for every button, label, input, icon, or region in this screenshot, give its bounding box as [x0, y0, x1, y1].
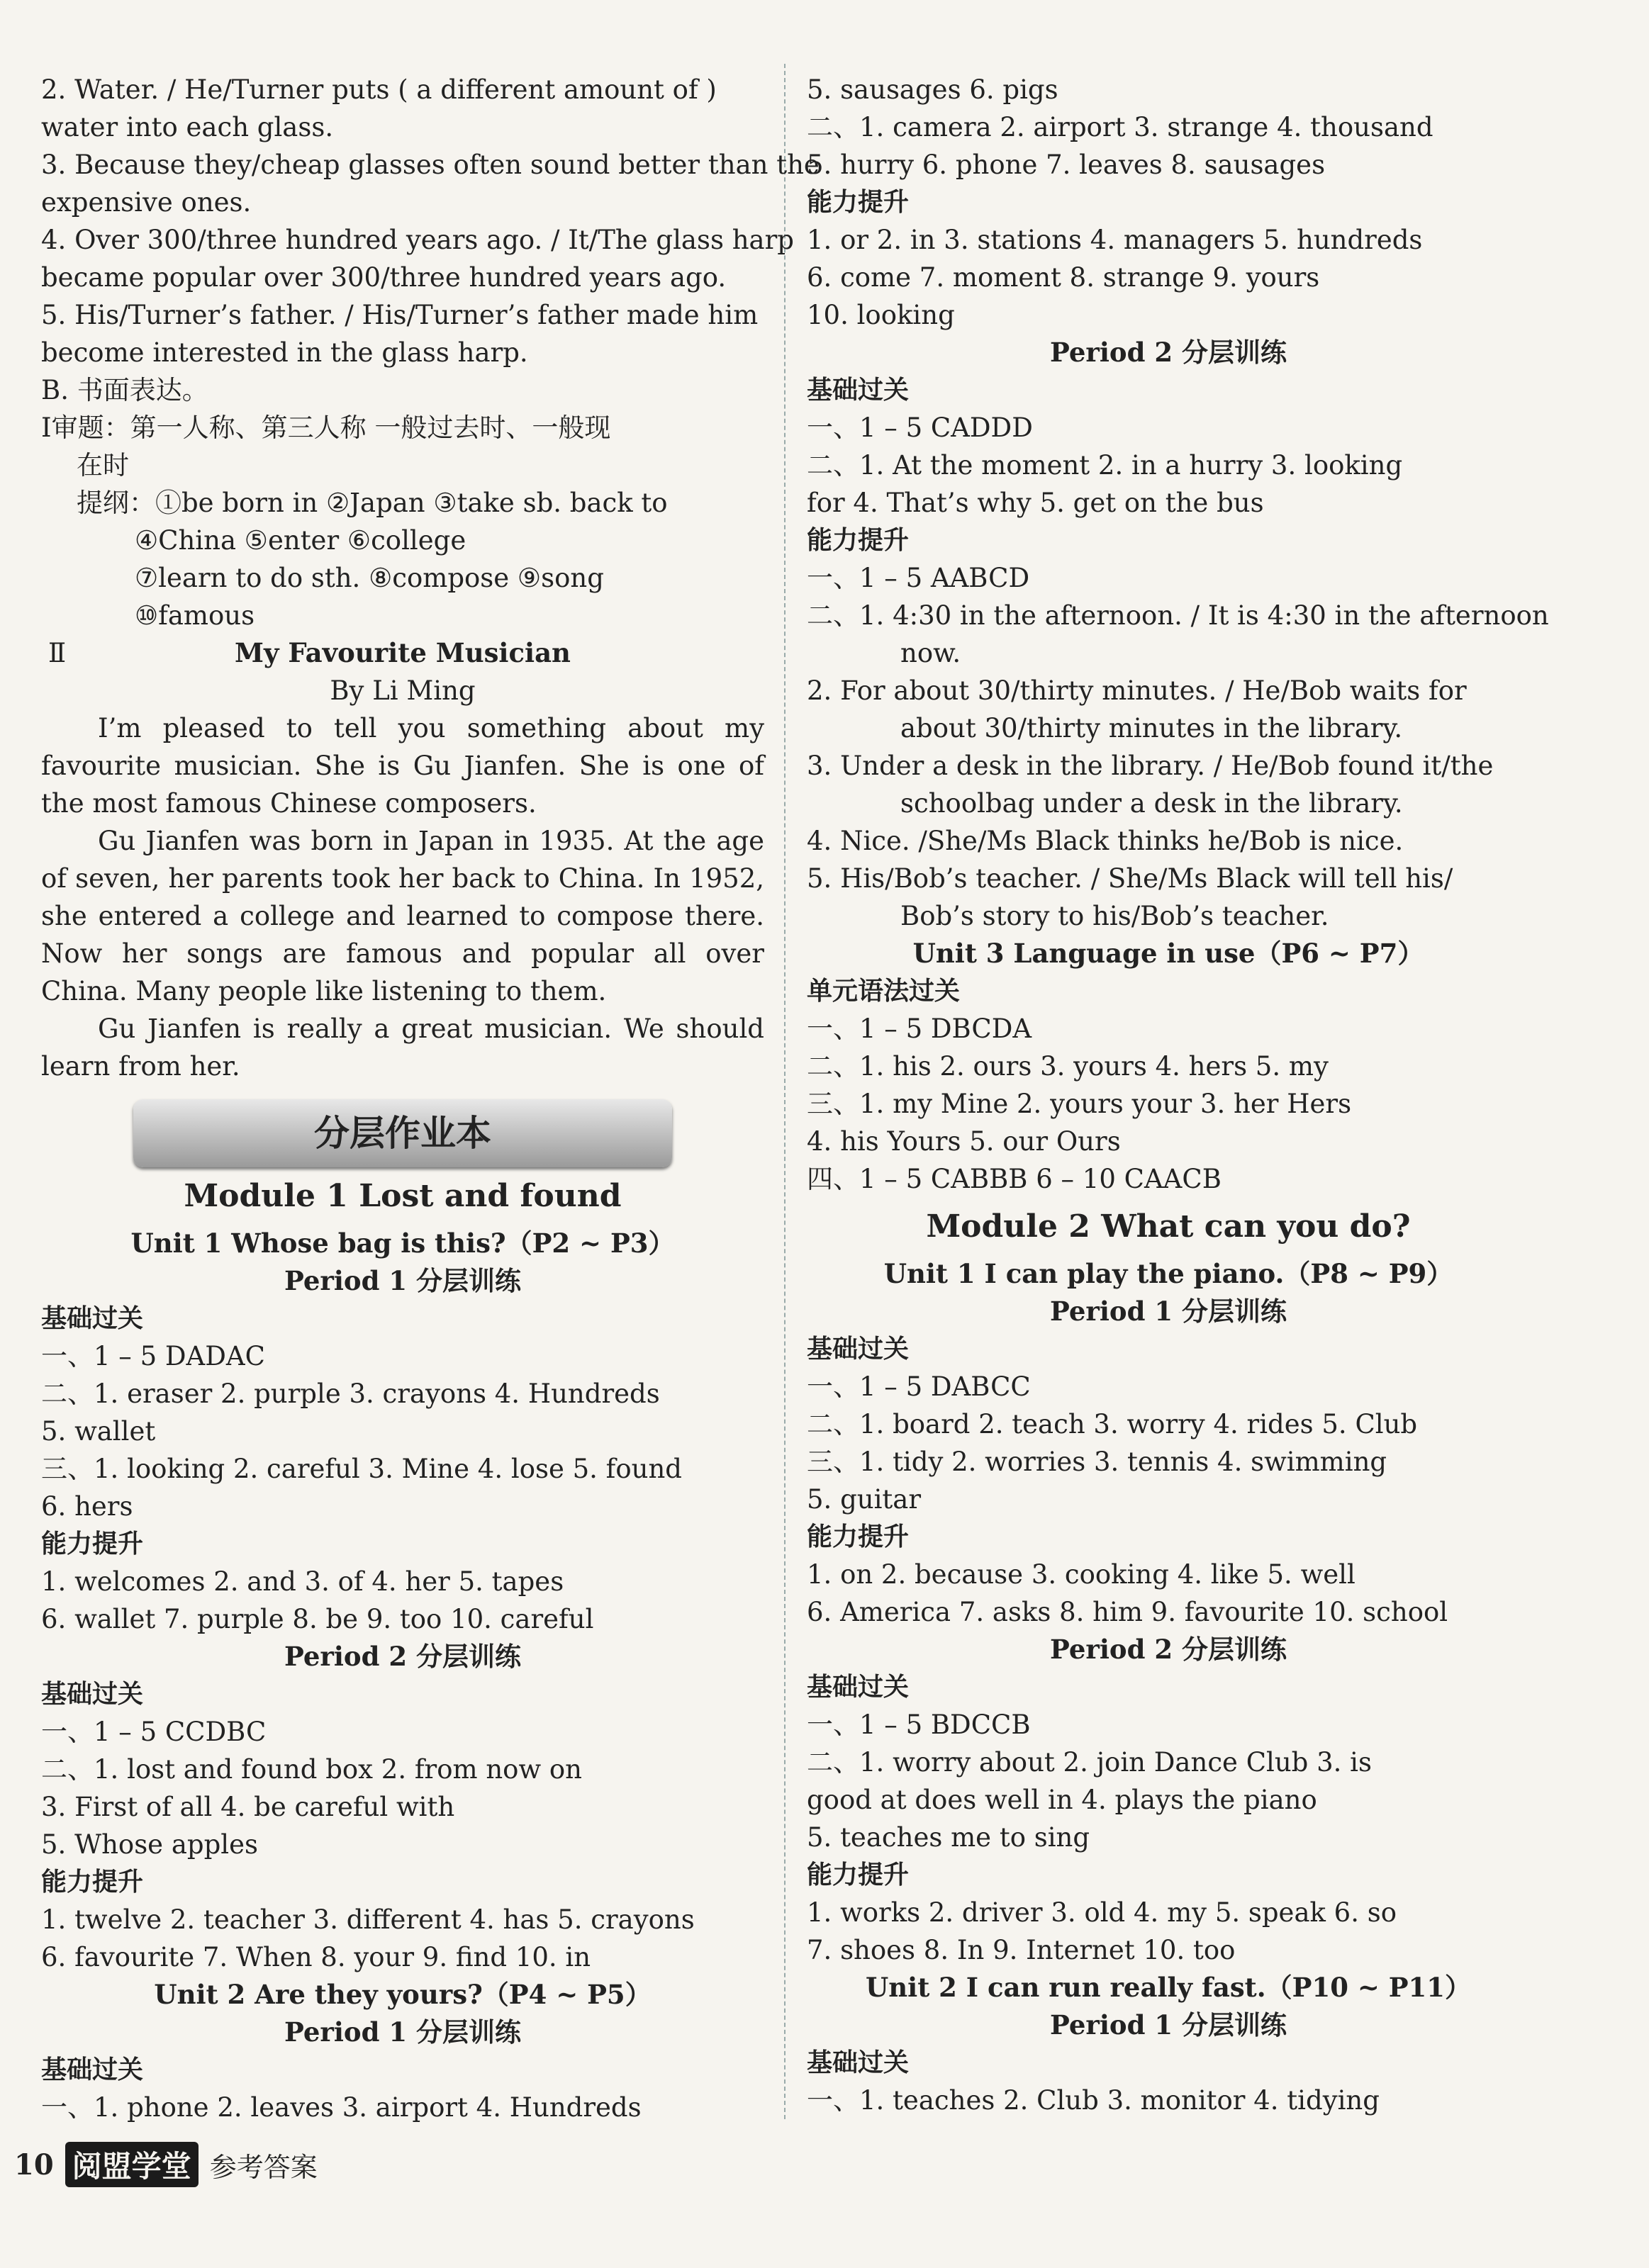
- exercise-label: 基础过关: [41, 2055, 144, 2084]
- section-heading: Unit 2 I can run really fast.（P10 ~ P11）: [865, 1972, 1472, 2003]
- section-heading: Unit 1 Whose bag is this?（P2 ~ P3）: [130, 1228, 675, 1259]
- exercise-label: 单元语法过关: [807, 977, 961, 1006]
- section-heading: Unit 3 Language in use（P6 ~ P7）: [912, 938, 1424, 969]
- answer-line: 一、1 – 5 DADAC: [41, 1341, 265, 1371]
- answer-line: 二、1. At the moment 2. in a hurry 3. looking: [807, 450, 1403, 481]
- section-heading: Period 1 分层训练: [1050, 1296, 1287, 1327]
- answer-line: 三、1. tidy 2. worries 3. tennis 4. swimming: [807, 1447, 1387, 1477]
- exercise-label: 基础过关: [807, 376, 910, 405]
- essay-paragraph: Gu Jianfen was born in Japan in 1935. At the age of seven, her parents took her back to China. In 1952, she entered a college and learned to compose there. Now her songs are famous and popular all over China. Many people like listening to them.: [41, 826, 764, 1006]
- answer-line: 一、1. teaches 2. Club 3. monitor 4. tidying: [807, 2085, 1380, 2116]
- answer-line: 5. Whose apples: [41, 1829, 258, 1860]
- exercise-label: 基础过关: [41, 1304, 144, 1333]
- answer-line: 提纲：①be born in ②Japan ③take sb. back to: [77, 488, 668, 518]
- answer-line: ⑦learn to do sth. ⑧compose ⑨song: [135, 563, 604, 593]
- exercise-label: 能力提升: [807, 1860, 910, 1890]
- answer-line: 二、1. camera 2. airport 3. strange 4. thousand: [807, 112, 1433, 142]
- exercise-label: 基础过关: [41, 1680, 144, 1709]
- answer-line: 二、1. eraser 2. purple 3. crayons 4. Hundreds: [41, 1379, 660, 1409]
- answer-line: 7. shoes 8. In 9. Internet 10. too: [807, 1935, 1236, 1965]
- page-footer: [14, 2142, 318, 2187]
- answer-line: 4. Over 300/three hundred years ago. / It/The glass harp: [41, 225, 794, 255]
- answer-line: 三、1. looking 2. careful 3. Mine 4. lose 5. found: [41, 1454, 682, 1484]
- left-column: [41, 71, 820, 2126]
- answer-line: 5. teaches me to sing: [807, 1822, 1090, 1853]
- exercise-label: 基础过关: [807, 1335, 910, 1364]
- workbook-banner: 分层作业本: [133, 1099, 672, 1167]
- essay-title: [41, 634, 764, 672]
- answer-line: 二、1. board 2. teach 3. worry 4. rides 5. Club: [807, 1409, 1418, 1439]
- essay-part-number: Ⅱ: [48, 638, 67, 668]
- answer-line: schoolbag under a desk in the library.: [900, 788, 1403, 819]
- answer-line: 一、1 – 5 AABCD: [807, 563, 1030, 593]
- answer-line: 6. wallet 7. purple 8. be 9. too 10. careful: [41, 1604, 594, 1634]
- answer-line: 一、1 – 5 BDCCB: [807, 1710, 1031, 1740]
- answer-line: 6. hers: [41, 1491, 133, 1522]
- answer-line: 一、1 – 5 DBCDA: [807, 1014, 1032, 1044]
- section-heading: Period 2 分层训练: [284, 1641, 521, 1672]
- answer-line: 一、1 – 5 CCDBC: [41, 1717, 267, 1747]
- answer-line: 4. Nice. /She/Ms Black thinks he/Bob is nice.: [807, 826, 1404, 856]
- right-column: [807, 71, 1549, 2119]
- answer-line: water into each glass.: [41, 112, 334, 142]
- section-heading: Unit 1 I can play the piano.（P8 ~ P9）: [883, 1258, 1453, 1289]
- answer-line: Ⅰ审题：第一人称、第三人称 一般过去时、一般现: [41, 412, 611, 443]
- answer-line: 3. First of all 4. be careful with: [41, 1792, 455, 1822]
- answer-line: become interested in the glass harp.: [41, 337, 528, 368]
- answer-line: 4. his Yours 5. our Ours: [807, 1126, 1121, 1157]
- answer-line: 1. or 2. in 3. stations 4. managers 5. hundreds: [807, 225, 1423, 255]
- answer-line: 二、1. 4:30 in the afternoon. / It is 4:30 in the afternoon: [807, 600, 1549, 631]
- exercise-label: 能力提升: [807, 1522, 910, 1551]
- answer-line: 二、1. worry about 2. join Dance Club 3. is: [807, 1747, 1372, 1778]
- answer-line: 5. His/Bob’s teacher. / She/Ms Black will tell his/: [807, 863, 1453, 894]
- answer-line: 5. wallet: [41, 1416, 156, 1447]
- exercise-label: 基础过关: [807, 1673, 910, 1702]
- essay-paragraph: Gu Jianfen is really a great musician. We should learn from her.: [41, 1014, 764, 1082]
- module-title: Module 2 What can you do?: [926, 1208, 1411, 1245]
- essay-paragraph: I’m pleased to tell you something about my favourite musician. She is Gu Jianfen. She is one of the most famous Chinese composers.: [41, 713, 764, 819]
- answer-line: 5. guitar: [807, 1484, 922, 1515]
- column-divider: [784, 64, 786, 2119]
- answer-line: 10. looking: [807, 300, 955, 330]
- brand-logo: 阅盟学堂: [65, 2142, 199, 2187]
- exercise-label: 基础过关: [807, 2048, 910, 2077]
- answer-line: 在时: [77, 450, 129, 481]
- answer-line: 二、1. his 2. ours 3. yours 4. hers 5. my: [807, 1051, 1329, 1082]
- answer-line: now.: [900, 638, 961, 668]
- answer-line: became popular over 300/three hundred years ago.: [41, 262, 727, 293]
- answer-line: ⑩famous: [135, 600, 255, 631]
- section-heading: Period 1 分层训练: [284, 2016, 521, 2048]
- answer-line: 6. come 7. moment 8. strange 9. yours: [807, 262, 1320, 293]
- answer-line: expensive ones.: [41, 187, 252, 218]
- answer-line: good at does well in 4. plays the piano: [807, 1785, 1317, 1815]
- answer-line: 6. America 7. asks 8. him 9. favourite 10. school: [807, 1597, 1448, 1627]
- section-heading: Period 2 分层训练: [1050, 1634, 1287, 1665]
- answer-line: 三、1. my Mine 2. yours your 3. her Hers: [807, 1089, 1352, 1119]
- section-heading: Period 2 分层训练: [1050, 337, 1287, 368]
- answer-line: 一、1 – 5 DABCC: [807, 1371, 1031, 1402]
- section-heading: Period 1 分层训练: [284, 1265, 521, 1296]
- answer-line: 3. Because they/cheap glasses often sound better than the: [41, 150, 820, 180]
- exercise-label: 能力提升: [41, 1868, 144, 1897]
- exercise-label: 能力提升: [807, 526, 910, 555]
- exercise-label: 能力提升: [41, 1529, 144, 1559]
- module-title: Module 1 Lost and found: [184, 1178, 622, 1214]
- exercise-label: 能力提升: [807, 188, 910, 217]
- answer-line: 5. His/Turner’s father. / His/Turner’s father made him: [41, 300, 759, 330]
- answer-line: about 30/thirty minutes in the library.: [900, 713, 1403, 743]
- answer-line: 二、1. lost and found box 2. from now on: [41, 1754, 582, 1785]
- answer-line: 1. on 2. because 3. cooking 4. like 5. well: [807, 1559, 1355, 1590]
- answer-line: 1. twelve 2. teacher 3. different 4. has 5. crayons: [41, 1904, 695, 1935]
- essay-byline: By Li Ming: [330, 675, 476, 706]
- section-heading: Period 1 分层训练: [1050, 2009, 1287, 2040]
- essay-title-text: My Favourite Musician: [235, 637, 571, 668]
- answer-line: Bob’s story to his/Bob’s teacher.: [900, 901, 1329, 931]
- answer-line: 一、1. phone 2. leaves 3. airport 4. Hundreds: [41, 2092, 642, 2123]
- answer-line: 一、1 – 5 CADDD: [807, 412, 1033, 443]
- section-heading: Unit 2 Are they yours?（P4 ~ P5）: [154, 1979, 652, 2010]
- answer-line: 3. Under a desk in the library. / He/Bob found it/the: [807, 751, 1494, 781]
- footer-label: 参考答案: [209, 2151, 318, 2183]
- answer-line: 5. hurry 6. phone 7. leaves 8. sausages: [807, 150, 1326, 180]
- answer-line: 四、1 – 5 CABBB 6 – 10 CAACB: [807, 1164, 1222, 1194]
- page-number: 10: [14, 2148, 54, 2182]
- answer-line: 1. welcomes 2. and 3. of 4. her 5. tapes: [41, 1566, 564, 1597]
- answer-line: 2. Water. / He/Turner puts ( a different amount of ): [41, 74, 717, 105]
- answer-line: ④China ⑤enter ⑥college: [135, 525, 466, 556]
- answer-line: B. 书面表达。: [41, 375, 208, 405]
- answer-line: 1. works 2. driver 3. old 4. my 5. speak 6. so: [807, 1897, 1397, 1928]
- answer-line: 6. favourite 7. When 8. your 9. find 10. in: [41, 1942, 591, 1972]
- answer-line: for 4. That’s why 5. get on the bus: [807, 488, 1264, 518]
- answer-line: 2. For about 30/thirty minutes. / He/Bob waits for: [807, 675, 1467, 706]
- answer-line: 5. sausages 6. pigs: [807, 74, 1058, 105]
